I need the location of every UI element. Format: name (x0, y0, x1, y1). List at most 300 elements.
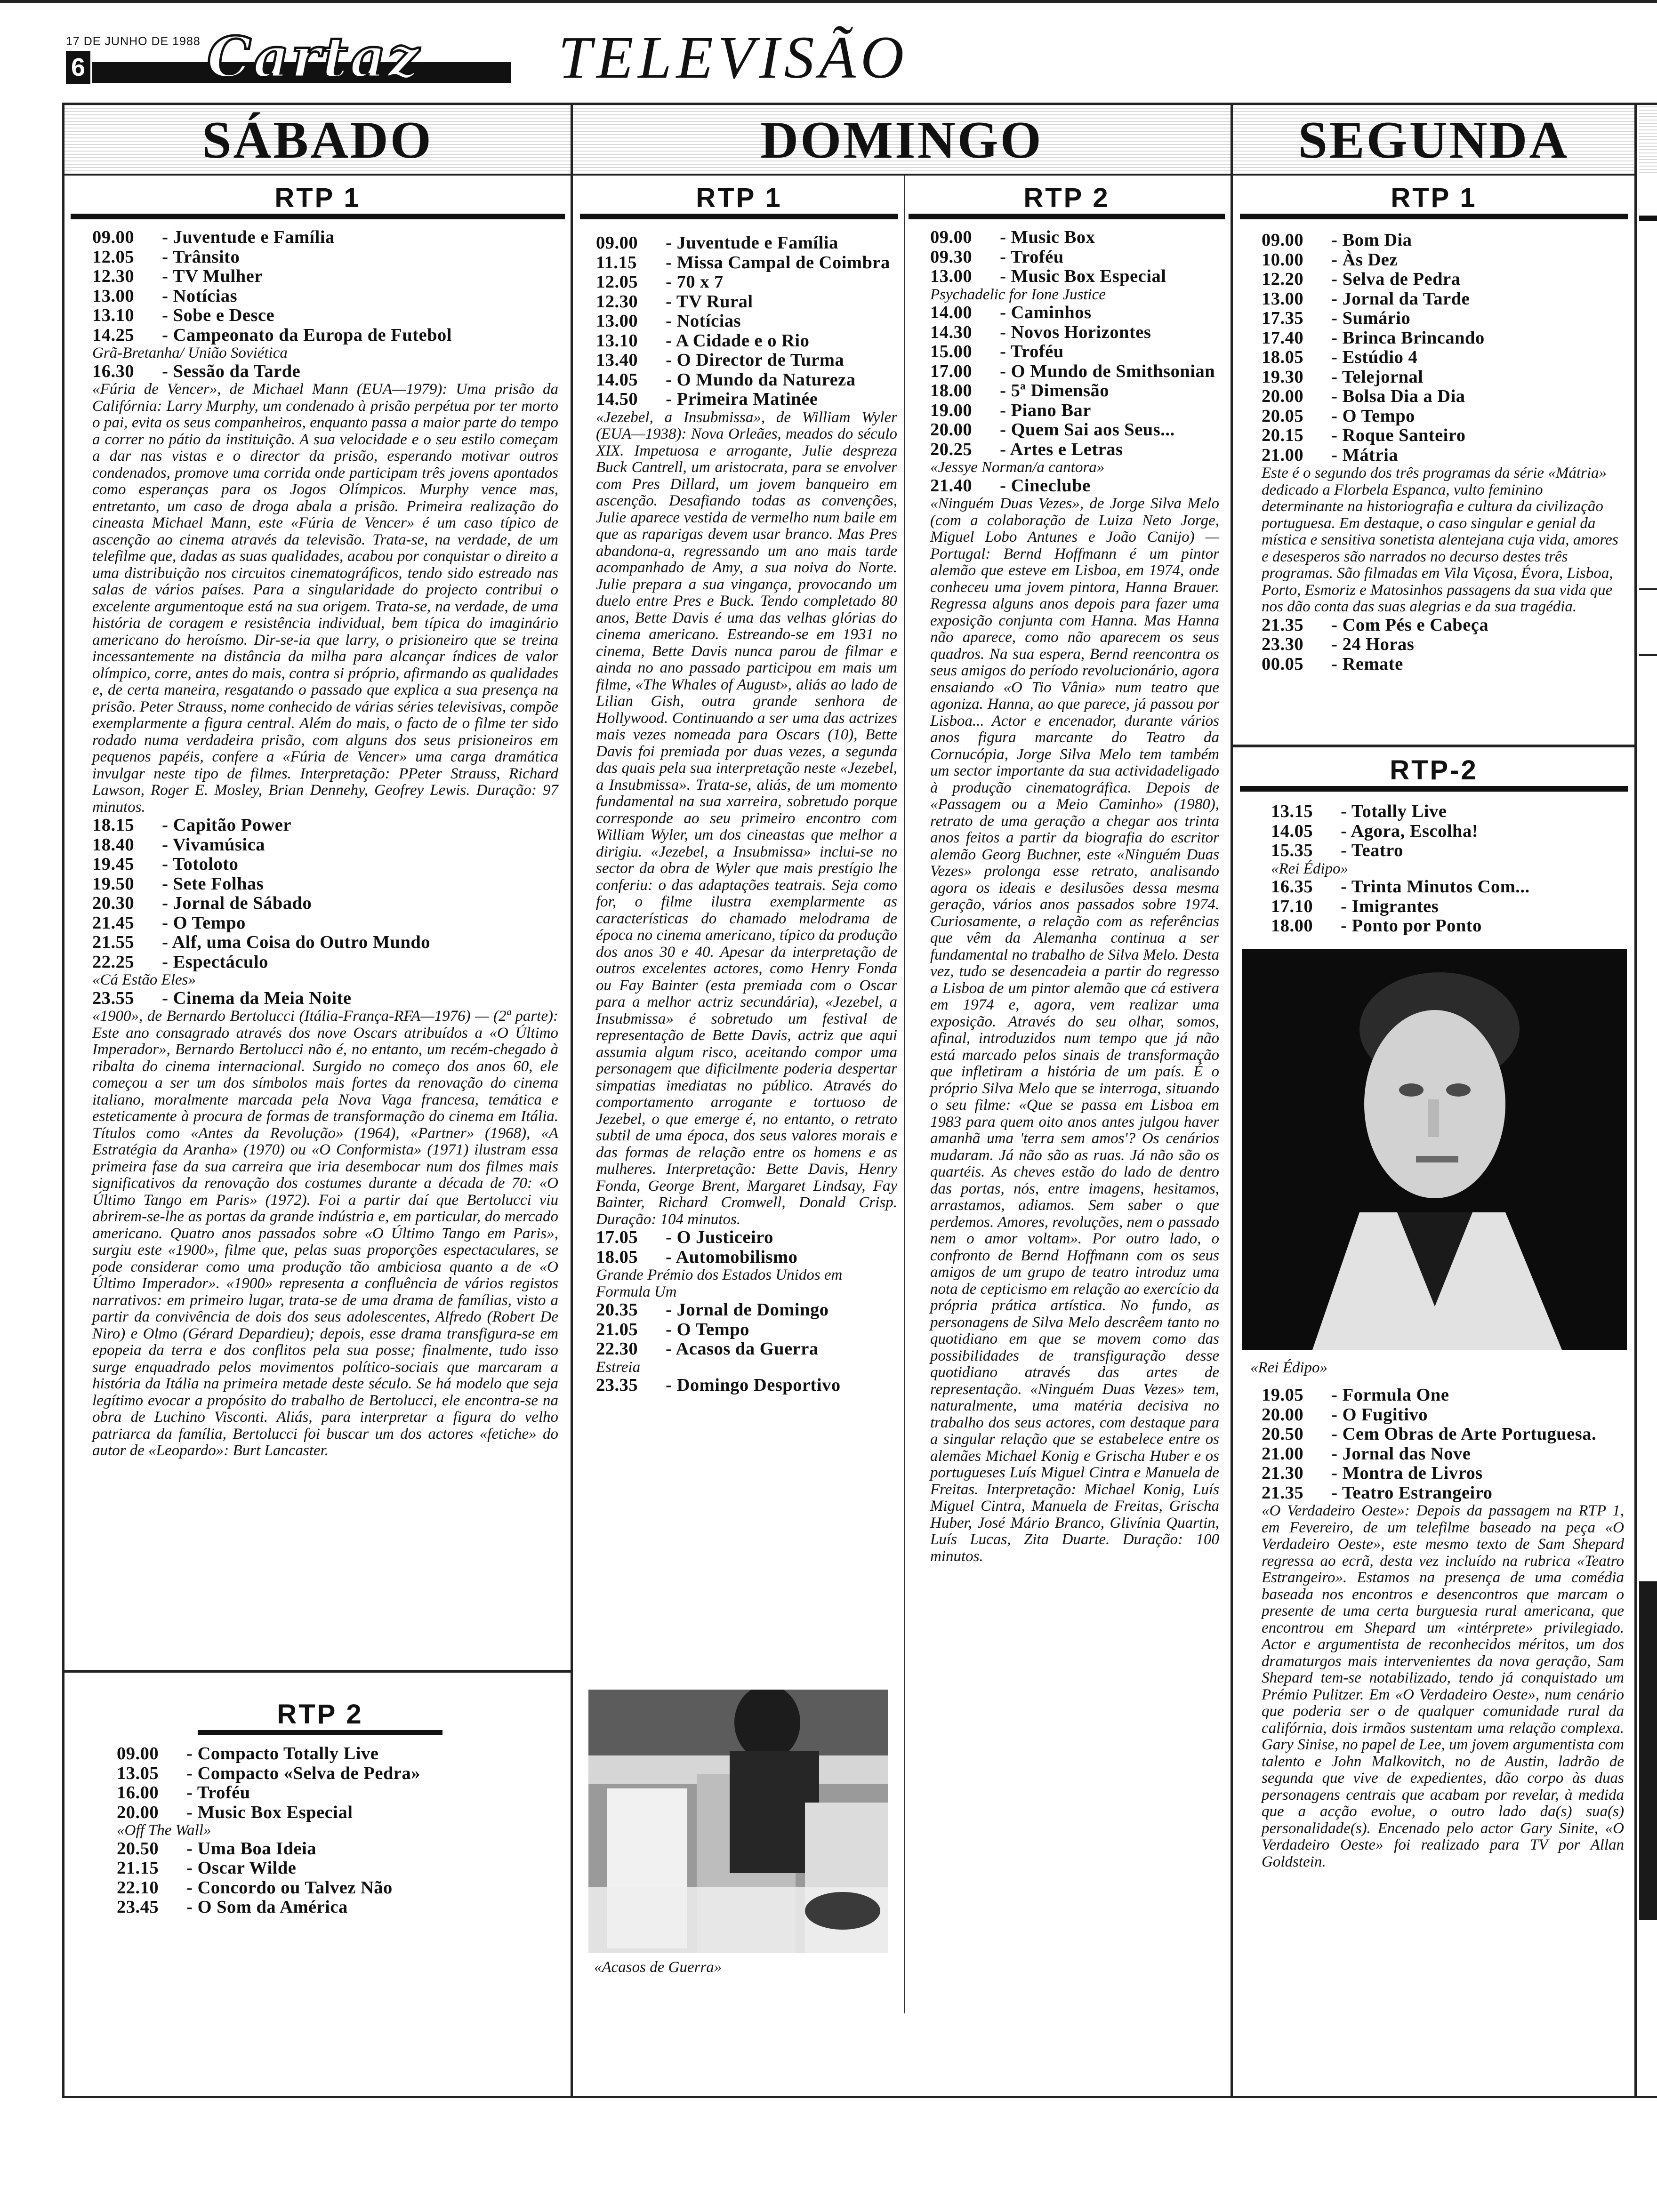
program-row (930, 267, 1219, 287)
channel-header: RTP 2 (198, 1699, 442, 1735)
program-title: O Tempo (1342, 406, 1415, 426)
photo-caption: «Rei Édipo» (1250, 1359, 1328, 1376)
program-time: 09.30 (930, 247, 973, 267)
program-time: 13.40 (596, 350, 638, 370)
time-separator: - (1336, 841, 1351, 860)
program-title: Jornal das Nove (1342, 1443, 1471, 1464)
column-divider (571, 103, 573, 2098)
program-row (596, 351, 897, 370)
program-time: 22.25 (92, 952, 135, 972)
program-time: 21.00 (1262, 445, 1304, 465)
program-row (1262, 289, 1624, 309)
program-title: Mátria (1342, 445, 1399, 465)
schedule-sunday-rtp2 (930, 228, 1219, 1565)
schedule-saturday-rtp1 (92, 228, 558, 1459)
program-time: 21.35 (1262, 1483, 1304, 1503)
program-row (1271, 822, 1624, 842)
program-row (1262, 1405, 1624, 1425)
program-row (930, 248, 1219, 267)
program-title: Caminhos (1011, 303, 1092, 322)
program-row (596, 312, 897, 331)
program-title: Bolsa Dia a Dia (1342, 386, 1465, 406)
program-time: 20.00 (1262, 1404, 1304, 1425)
program-title: Juventude e Família (676, 233, 838, 253)
schedule-monday-rtp2 (1271, 802, 1624, 936)
program-row (596, 370, 897, 390)
program-row (1262, 270, 1624, 289)
program-title: TV Mulher (172, 266, 263, 286)
channel-header: RTP 1 (1240, 183, 1628, 219)
program-time: 21.30 (1262, 1463, 1304, 1483)
program-row (92, 933, 558, 953)
program-title: O Tempo (676, 1319, 749, 1339)
program-time: 17.00 (930, 361, 973, 381)
program-title: TV Rural (676, 291, 753, 312)
time-separator: - (182, 1897, 198, 1917)
program-title: Compacto Totally Live (197, 1744, 379, 1763)
program-title: 5ª Dimensão (1011, 381, 1110, 401)
program-time: 18.05 (1262, 347, 1304, 367)
program-time: 13.00 (92, 286, 135, 306)
program-time: 20.35 (596, 1300, 638, 1320)
program-time: 20.05 (1262, 406, 1304, 426)
program-row (92, 228, 558, 248)
publication-logo: Cartaz (207, 24, 421, 90)
program-time: 20.30 (92, 893, 135, 913)
program-title: Campeonato da Europa de Futebol (173, 325, 452, 345)
time-separator: - (1327, 249, 1343, 270)
program-time: 13.10 (596, 330, 638, 351)
program-time: 18.40 (92, 834, 135, 855)
program-time: 21.55 (92, 932, 135, 952)
program-row (117, 1859, 559, 1878)
program-title: Brinca Brincando (1342, 328, 1485, 348)
program-title: Oscar Wilde (197, 1858, 297, 1878)
column-divider (1634, 103, 1637, 2098)
time-separator: - (157, 854, 173, 874)
program-row (1262, 1386, 1624, 1405)
program-row (92, 914, 558, 933)
program-time: 12.05 (596, 272, 638, 292)
time-separator: - (995, 420, 1011, 440)
program-title: Espectáculo (173, 952, 268, 972)
program-title: Roque Santeiro (1342, 425, 1466, 445)
program-note: «Jessye Norman/a cantora» (930, 459, 1105, 476)
program-row (1262, 655, 1624, 674)
program-time: 14.05 (596, 369, 638, 390)
program-title: Music Box Especial (197, 1802, 353, 1822)
program-title: Agora, Escolha! (1351, 821, 1479, 841)
program-time: 09.00 (1262, 230, 1304, 250)
program-title: Piano Bar (1011, 400, 1091, 420)
day-banner-monday (1233, 105, 1634, 176)
program-time: 16.30 (92, 361, 135, 381)
program-time: 17.40 (1262, 328, 1304, 348)
program-time: 20.00 (930, 420, 973, 440)
program-time: 14.30 (930, 322, 973, 342)
program-row (1262, 1483, 1624, 1503)
time-separator: - (157, 266, 173, 286)
program-time: 11.15 (596, 252, 637, 272)
program-time: 15.00 (930, 342, 973, 361)
program-time: 23.55 (92, 988, 135, 1008)
program-row (1262, 635, 1624, 655)
day-label: SEGUNDA (1298, 111, 1569, 169)
program-time: 12.20 (1262, 269, 1304, 289)
time-separator: - (1336, 916, 1352, 936)
time-separator: - (661, 1300, 677, 1320)
program-time: 13.00 (930, 266, 973, 286)
program-title: O Tempo (173, 913, 246, 933)
channel-header: RTP 1 (580, 183, 898, 219)
adjacent-column-fragment (1639, 654, 1657, 656)
time-separator: - (157, 952, 173, 972)
schedule-monday-rtp1 (1262, 231, 1624, 674)
program-title: Bom Dia (1342, 230, 1412, 250)
photo-rei-edipo (1242, 949, 1627, 1350)
program-title: Troféu (197, 1783, 250, 1803)
time-separator: - (1327, 289, 1343, 309)
program-time: 19.50 (92, 874, 135, 894)
program-row (1262, 616, 1624, 635)
program-title: Trinta Minutos Com... (1351, 877, 1530, 897)
program-time: 13.00 (1262, 289, 1304, 309)
program-note: «Rei Édipo» (1271, 860, 1349, 877)
time-separator: - (661, 1319, 677, 1339)
program-row (117, 1839, 559, 1859)
program-title: Missa Campal de Coimbra (676, 252, 890, 272)
time-separator: - (1327, 1443, 1343, 1464)
program-time: 09.00 (117, 1744, 159, 1763)
program-title: Cem Obras de Arte Portuguesa. (1342, 1424, 1597, 1444)
program-row (92, 874, 558, 894)
time-separator: - (157, 286, 173, 306)
time-separator: - (157, 361, 173, 381)
program-row (596, 272, 897, 292)
program-row (117, 1898, 559, 1917)
adjacent-column-fragment (1639, 588, 1657, 590)
program-time: 20.15 (1262, 425, 1304, 445)
time-separator: - (1336, 801, 1351, 821)
program-title: Automobilismo (676, 1247, 798, 1267)
schedule-monday-rtp2-evening (1262, 1386, 1624, 1870)
program-row (1262, 329, 1624, 348)
time-separator: - (1327, 386, 1343, 406)
program-time: 17.05 (596, 1227, 638, 1247)
time-separator: - (182, 1802, 198, 1822)
time-separator: - (157, 988, 173, 1008)
program-title: Montra de Livros (1342, 1463, 1483, 1483)
program-row (930, 401, 1219, 421)
program-time: 14.05 (1271, 821, 1313, 841)
time-separator: - (1327, 230, 1343, 250)
program-row (1262, 231, 1624, 250)
program-row (596, 1339, 897, 1359)
time-separator: - (182, 1838, 198, 1859)
program-title: Selva de Pedra (1342, 269, 1461, 289)
program-title: Uma Boa Ideia (197, 1838, 317, 1859)
channel-header: RTP 1 (71, 183, 565, 219)
program-note: Estreia (596, 1358, 641, 1376)
program-time: 20.00 (1262, 386, 1304, 406)
program-row (1262, 1464, 1624, 1483)
program-time: 23.35 (596, 1375, 638, 1395)
program-title: Telejornal (1342, 367, 1424, 387)
program-title: Jornal de Domingo (676, 1300, 829, 1320)
time-separator: - (157, 874, 173, 894)
program-time: 21.05 (596, 1319, 638, 1339)
time-separator: - (661, 233, 677, 253)
program-title: Jornal de Sábado (173, 893, 312, 913)
time-separator: - (157, 227, 173, 247)
program-row (92, 953, 558, 972)
day-banner-saturday (64, 105, 571, 176)
program-time: 20.50 (1262, 1424, 1304, 1444)
program-description: Este é o segundo dos três programas da série «Mátria» dedicado a Florbela Espanca, vulto feminino determinante na historiografia e cultura da civilização portuguesa. Em destaque, o caso singular e genial da mística e sensitiva sonetista alentejana cuja vida, amores e desesperos são narrados no decurso destes três programas. São filmadas em Vila Viçosa, Évora, Lisboa, Porto, Esmoriz e Matosinhos passagens da sua vida que nos dão conta das suas alegrias e da sua tragédia. (1262, 465, 1618, 615)
time-separator: - (995, 322, 1011, 342)
time-separator: - (661, 1227, 677, 1247)
program-title: O Mundo de Smithsonian (1011, 361, 1215, 381)
top-rule (0, 0, 1657, 3)
program-title: Sobe e Desce (173, 305, 275, 325)
program-row (930, 342, 1219, 362)
day-label: DOMINGO (760, 111, 1043, 169)
program-time: 17.35 (1262, 308, 1304, 328)
program-row (930, 440, 1219, 460)
program-row (117, 1744, 559, 1764)
photo-caption: «Acasos de Guerra» (594, 1959, 722, 1976)
time-separator: - (182, 1877, 198, 1898)
time-separator: - (1327, 425, 1343, 445)
time-separator: - (995, 303, 1011, 322)
program-time: 16.35 (1271, 877, 1313, 897)
program-title: Totally Live (1351, 801, 1447, 821)
program-time: 09.00 (930, 227, 973, 247)
program-row (92, 894, 558, 914)
program-row (92, 306, 558, 326)
time-separator: - (157, 893, 173, 913)
program-title: Compacto «Selva de Pedra» (197, 1763, 420, 1783)
time-separator: - (661, 252, 677, 272)
program-title: Notícias (676, 311, 741, 331)
program-row (117, 1878, 559, 1898)
program-row (92, 855, 558, 874)
time-separator: - (1327, 1424, 1343, 1444)
program-time: 19.05 (1262, 1385, 1304, 1405)
program-time: 21.15 (117, 1858, 159, 1878)
program-time: 18.05 (596, 1247, 638, 1267)
program-time: 23.30 (1262, 634, 1304, 654)
program-time: 13.10 (92, 305, 135, 325)
page-number: 6 (66, 51, 90, 84)
time-separator: - (1336, 821, 1351, 841)
program-row (92, 362, 558, 382)
time-separator: - (157, 815, 173, 835)
program-row (930, 381, 1219, 401)
program-title: Remate (1342, 654, 1403, 674)
schedule-sunday-rtp1 (596, 233, 897, 1395)
program-row (930, 303, 1219, 323)
program-title: Juventude e Família (173, 227, 335, 247)
program-time: 18.00 (1271, 916, 1313, 936)
program-row (930, 362, 1219, 382)
program-row (92, 326, 558, 345)
time-separator: - (157, 247, 173, 267)
day-label: SÁBADO (202, 111, 433, 169)
program-time: 12.30 (92, 266, 135, 286)
program-title: O Justiceiro (676, 1227, 773, 1247)
time-separator: - (1336, 877, 1351, 897)
program-time: 18.15 (92, 815, 135, 835)
program-description: «Jezebel, a Insubmissa», de William Wyler (EUA—1938): Nova Orleães, meados do século XIX. Impetuosa e arrogante, Julie despreza Buck Cantrell, um aristocrata, para se envolver com Pres Dillard, um jovem banqueiro em ascenção. Desafiando todas as convenções, Julie aparece vestida de vermelho num baile em que as raparigas devem usar branco. Mas Pres abandona-a, regressando um ano mais tarde acompanhado de Amy, a sua noiva do Norte. Julie prepara a sua vingança, provocando um duelo entre Pres e Buck. Tendo completado 80 anos, Bette Davis é uma das velhas glórias do cinema americano. Estreando-se em 1931 no cinema, Bette Davis nunca parou de filmar e ainda no ano passado participou em mais um filme, «The Whales of August», aliás ao lado de Lilian Gish, outra grande senhora de Hollywood. Continuando a ser uma das actrizes mais vezes nomeada para Oscars (10), Bette Davis foi premiada por duas vezes, a segunda das quais pela sua interpretação neste «Jezebel, a Insubmissa». Trata-se, aliás, de um momento fundamental na sua xarreira, sobretudo porque corresponde ao seu primeiro encontro com William Wyler, um dos cineastas que melhor a dirigiu. «Jezebel, a Insubmissa» inclui-se no sector da obra de Wyler que mais prestígio lhe conferiu: o das adaptações teatrais. Seja como for, o filme ilustra exemplarmente as características do chamado melodrama de época no cinema americano, típico da produção dos anos 30 e 40. Apesar da interpretação de outros excelentes actores, como Henry Fonda ou Fay Bainter (esta premiada com o Oscar para a melhor actriz secundária), «Jezebel, a Insubmissa» é sobretudo um festival de representação de Bette Davis, actriz que aqui assumia algum risco, aceitando compor uma personagem que dificilmente poderia despertar simpatias imediatas no público. Através do comportamento arrogante e tortuoso de Jezebel, o que emerge é, no entanto, o retrato subtil de uma época, dos seus valores morais e das formas de relação entre os homens e as mulheres. Interpretação: Bette Davis, Henry Fonda, George Brent, Margaret Lindsay, Fay Bainter, Richard Cromwell, Donald Crisp. Duração: 104 minutos. (596, 409, 897, 1228)
program-row (92, 248, 558, 267)
program-time: 15.35 (1271, 841, 1313, 860)
program-row (596, 253, 897, 273)
program-time: 20.25 (930, 439, 973, 459)
program-row (596, 1228, 897, 1248)
program-time: 21.45 (92, 913, 135, 933)
time-separator: - (995, 361, 1011, 381)
program-row (596, 1376, 897, 1395)
day-banner-sunday (573, 105, 1231, 176)
program-time: 13.15 (1271, 801, 1313, 821)
time-separator: - (661, 389, 677, 409)
time-separator: - (661, 330, 676, 351)
program-row (92, 989, 558, 1009)
program-title: Troféu (1010, 342, 1064, 361)
program-title: O Mundo da Natureza (676, 369, 856, 390)
time-separator: - (1327, 654, 1343, 674)
program-title: Formula One (1342, 1385, 1449, 1405)
program-title: Vivamúsica (172, 834, 265, 855)
time-separator: - (995, 227, 1011, 247)
schedule-saturday-rtp2 (117, 1744, 559, 1917)
program-title: Music Box Especial (1011, 266, 1166, 286)
program-row (596, 292, 897, 312)
program-description: «1900», de Bernardo Bertolucci (Itália-França-RFA—1976) — (2ª parte): Este ano consagrado através dos nove Oscars atribuídos a «O Último Imperador», Bernardo Bertolucci não é, no entanto, um recém-chegado à ribalta do cinema internacional. Surgido no começo dos anos 60, ele começou a ser um dos símbolos mais fortes da renovação do cinema italiano, moralmente marcada pela Nova Vaga francesa, temática e esteticamente à procura de formas de transformação do cinema em Itália. Títulos como «Antes da Revolução» (1964), «Partner» (1968), «A Estratégia da Aranha» (1970) ou «O Conformista» (1971) ilustram essa primeira fase da sua carreira que iria desembocar num dos filmes mais significativos da renovação dos costumes durante a década de 70: «O Último Tango em Paris» (1972). Foi a partir daí que Bertolucci viu abrirem-se-lhe as portas da grande indústria e, em particular, do mercado americano. Quatro anos passados sobre «O Último Tango em Paris», surgiu este «1900», filme que, pelas suas proporções espectaculares, se pode considerar como uma produção tão ambiciosa quanto a de «O Último Imperador». «1900» representa a confluência de vários registos narrativos: em primeiro lugar, trata-se de uma drama de famílias, visto a partir da convivência de dois dos seus adolescentes, Alfredo (Robert De Niro) e Olmo (Gérard Depardieu); depois, esse drama transfigura-se em epopeia da terra e dos conflitos pela sua posse; finalmente, tudo isso surge enquadrado pelos movimentos político-sociais que marcaram a história da Itália na primeira metade deste século. Se há modelo que seja legítimo evocar a propósito do trabalho de Bertolucci, ele encontra-se na obra de Luchino Visconti. Aliás, para interpretar a figura do velho patriarca da família, Bertolucci foi buscar um dos actores «fetiche» do autor de «Leopardo»: Burt Lancaster. (92, 1008, 558, 1459)
program-title: Teatro Estrangeiro (1342, 1483, 1493, 1503)
program-row (1271, 802, 1624, 822)
program-row (1271, 916, 1624, 936)
program-time: 12.30 (596, 291, 638, 312)
program-time: 17.10 (1271, 896, 1313, 916)
time-separator: - (182, 1858, 198, 1878)
program-time: 10.00 (1262, 249, 1304, 270)
program-title: Imigrantes (1351, 896, 1439, 916)
program-title: 70 x 7 (676, 272, 724, 292)
program-time: 14.25 (92, 325, 135, 345)
program-time: 23.45 (117, 1897, 159, 1917)
time-separator: - (157, 834, 173, 855)
program-row (596, 1300, 897, 1320)
program-time: 14.00 (930, 303, 973, 322)
program-time: 13.00 (596, 311, 638, 331)
program-time: 09.00 (596, 233, 638, 253)
program-title: Com Pés e Cabeça (1342, 615, 1489, 635)
program-note: «Off The Wall» (117, 1822, 211, 1839)
program-row (596, 1248, 897, 1267)
program-row (1262, 309, 1624, 329)
time-separator: - (661, 311, 677, 331)
time-separator: - (661, 369, 677, 390)
program-time: 19.30 (1262, 367, 1304, 387)
program-title: A Cidade e o Rio (676, 330, 810, 351)
time-separator: - (1327, 615, 1343, 635)
program-row (117, 1783, 559, 1803)
section-title: TELEVISÃO (558, 24, 909, 91)
program-title: Capitão Power (173, 815, 291, 835)
program-row (1262, 348, 1624, 368)
program-title: Sessão da Tarde (173, 361, 301, 381)
time-separator: - (1327, 367, 1342, 387)
program-note: Grã-Bretanha/ União Soviética (92, 345, 288, 361)
program-row (92, 835, 558, 855)
program-title: Alf, uma Coisa do Outro Mundo (172, 932, 431, 952)
program-row (930, 228, 1219, 248)
program-note: Psychadelic for Ione Justice (930, 286, 1106, 303)
adjacent-column-fragment (1639, 1581, 1657, 1920)
time-separator: - (995, 342, 1011, 361)
program-time: 13.05 (117, 1763, 159, 1783)
program-note: «Cá Estão Eles» (92, 971, 196, 988)
program-row (1262, 368, 1624, 387)
program-title: Primeira Matinée (676, 389, 818, 409)
time-separator: - (182, 1783, 197, 1803)
time-separator: - (1327, 328, 1343, 348)
program-row (92, 287, 558, 306)
adjacent-column-fragment (1639, 216, 1657, 221)
program-time: 22.10 (117, 1877, 159, 1898)
time-separator: - (157, 325, 173, 345)
program-description: «O Verdadeiro Oeste»: Depois da passagem na RTP 1, em Fevereiro, de um telefilme baseado na peça «O Verdadeiro Oeste», este mesmo texto de Sam Shepard regressa ao ecrã, desta vez incluído na rubrica «Teatro Estrangeiro». Estamos na presença de uma comédia baseada nos encontros e desencontros que marcam o presente de uma certa burguesia rural americana, que encontrou em Shepard um «intérprete» privilegiado. Actor e argumentista de reconhecidos méritos, um dos dramaturgos mais intervenientes da nova geração, Sam Shepard tem-se notabilizado, tendo já conquistado um Prémio Pulitzer. Em «O Verdadeiro Oeste», num cenário que poderia ser o de qualquer comunidade rural da califórnia, dois irmãos sustentam uma relação complexa. Gary Sinise, no papel de Lee, um jovem argumentista com talento e John Malkovitch, no de Austin, ladrão de segunda que vive de expedientes, dão corpo às duas personagens centrais que acabam por revelar, à medida que a acção evolue, o outro lado da(s) sua(s) personalidade(s). Encenado pelo actor Gary Sinite, «O Verdadeiro Oeste» foi realizado para TV por Allan Goldstein. (1262, 1502, 1624, 1870)
program-title: Jornal da Tarde (1342, 289, 1470, 309)
time-separator: - (995, 266, 1011, 286)
time-separator: - (995, 475, 1011, 496)
program-row (117, 1764, 559, 1784)
program-time: 19.45 (92, 854, 135, 874)
program-row (92, 267, 558, 287)
time-separator: - (157, 305, 173, 325)
channel-header: RTP-2 (1240, 755, 1628, 792)
time-separator: - (661, 1375, 677, 1395)
program-time: 20.00 (117, 1802, 159, 1822)
program-row (930, 323, 1219, 343)
time-separator: - (1336, 896, 1352, 916)
program-row (1262, 387, 1624, 407)
program-time: 21.35 (1262, 615, 1304, 635)
program-time: 22.30 (596, 1339, 638, 1359)
program-title: Novos Horizontes (1011, 322, 1151, 342)
program-row (1262, 1425, 1624, 1444)
time-separator: - (182, 1763, 198, 1783)
program-row (596, 233, 897, 253)
time-separator: - (661, 272, 677, 292)
program-row (1262, 426, 1624, 446)
program-time: 16.00 (117, 1783, 159, 1803)
program-time: 18.00 (930, 381, 973, 401)
program-title: O Fugitivo (1342, 1404, 1428, 1425)
program-title: Sete Folhas (173, 874, 264, 894)
program-time: 20.50 (117, 1838, 159, 1859)
time-separator: - (1327, 1385, 1343, 1405)
program-title: Teatro (1351, 841, 1403, 860)
program-title: O Som da América (197, 1897, 348, 1917)
program-title: Artes e Letras (1010, 439, 1123, 459)
program-row (596, 331, 897, 351)
program-row (1262, 407, 1624, 426)
program-title: Quem Sai aos Seus... (1011, 420, 1175, 440)
time-separator: - (995, 439, 1010, 459)
